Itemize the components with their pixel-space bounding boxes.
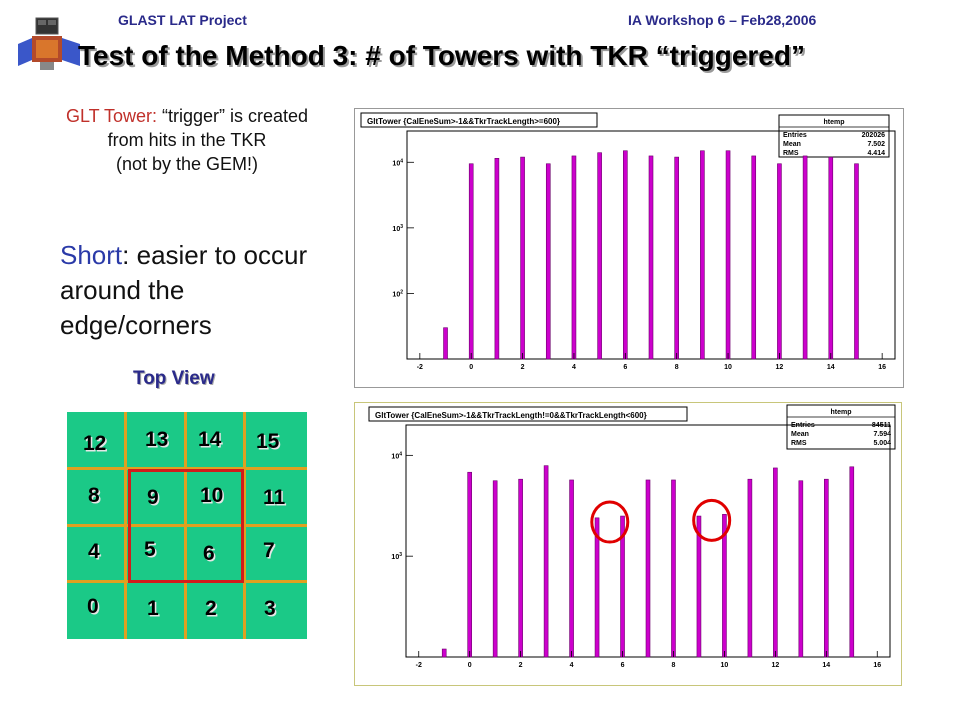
- tower-1: 1: [147, 597, 159, 620]
- short-label: Short: [60, 240, 123, 270]
- histogram-bar: [649, 156, 653, 359]
- histogram-bar: [468, 472, 472, 657]
- x-tick-label: 4: [569, 662, 574, 669]
- x-tick-label: 0: [467, 662, 472, 669]
- histogram-bar: [675, 157, 679, 359]
- stats-row-value: 84511: [871, 422, 891, 429]
- tower-13: 13: [145, 428, 169, 451]
- x-tick-label: 2: [520, 364, 525, 371]
- tower-15: 15: [256, 430, 280, 453]
- x-tick-label: -2: [416, 364, 423, 371]
- histogram-bar: [824, 479, 828, 657]
- stats-row-label: RMS: [783, 150, 799, 157]
- histogram-bar: [777, 164, 781, 359]
- histogram-bar: [850, 467, 854, 657]
- y-tick-label: $10^4$: [391, 451, 402, 461]
- y-tick-label: $10^2$: [392, 289, 403, 299]
- x-tick-label: 6: [623, 364, 628, 371]
- y-tick-label: $10^3$: [392, 223, 403, 233]
- histogram-bar: [572, 156, 576, 359]
- stats-row-label: Mean: [791, 431, 809, 438]
- histogram-bar: [469, 164, 473, 359]
- histogram-bar: [521, 157, 525, 359]
- tower-5: 5: [144, 538, 156, 561]
- tower-6: 6: [203, 542, 215, 565]
- x-tick-label: 8: [671, 662, 676, 669]
- x-tick-label: 12: [775, 364, 784, 371]
- histogram-long-tracks: [354, 108, 904, 388]
- histogram-bar: [671, 480, 675, 657]
- x-tick-label: 6: [620, 662, 625, 669]
- tower-2: 2: [205, 597, 217, 620]
- tower-7: 7: [263, 539, 275, 562]
- y-tick-label: $10^3$: [391, 552, 402, 562]
- histogram-bar: [773, 468, 777, 657]
- histogram-bar: [493, 481, 497, 657]
- histogram-bar: [829, 157, 833, 359]
- histogram-bar: [598, 153, 602, 359]
- header-workshop: IA Workshop 6 – Feb28,2006: [628, 12, 817, 28]
- x-tick-label: 4: [571, 364, 576, 371]
- stats-row-label: RMS: [791, 440, 807, 447]
- x-tick-label: 10: [720, 662, 729, 669]
- stats-row-value: 202026: [861, 132, 885, 139]
- tower-3: 3: [264, 597, 276, 620]
- x-tick-label: -2: [415, 662, 422, 669]
- y-tick-label: $10^4$: [392, 158, 403, 168]
- glt-tower-note: [52, 104, 322, 176]
- x-tick-label: 14: [826, 364, 835, 371]
- x-tick-label: 14: [822, 662, 831, 669]
- histogram-bar: [546, 164, 550, 359]
- tower-9: 9: [147, 486, 159, 509]
- plot-title: GltTower {CalEneSum>-1&&TkrTrackLength!=0&&TkrTrackLength<600}: [375, 411, 647, 420]
- x-tick-label: 8: [674, 364, 679, 371]
- stats-name: htemp: [823, 119, 845, 126]
- tower-8: 8: [88, 484, 100, 507]
- x-tick-label: 10: [724, 364, 732, 371]
- histogram-bar: [442, 649, 446, 657]
- histogram-bar: [623, 151, 627, 359]
- tower-0: 0: [87, 595, 99, 618]
- histogram-bar: [544, 466, 548, 657]
- glt-tower-description: “trigger” is created from hits in the TKR: [107, 106, 309, 150]
- histogram-bar: [854, 164, 858, 359]
- x-tick-label: 2: [518, 662, 523, 669]
- stats-row-label: Entries: [783, 132, 807, 139]
- top-view-label: Top View: [133, 368, 215, 389]
- stats-row-label: Mean: [783, 141, 801, 148]
- glt-tower-label: GLT Tower:: [65, 106, 157, 126]
- tower-4: 4: [88, 540, 100, 563]
- x-tick-label: 0: [469, 364, 474, 371]
- histogram-bar: [444, 328, 448, 359]
- histogram-bar: [799, 481, 803, 657]
- glast-satellite-logo: [14, 14, 86, 87]
- short-description: : easier to occur around the edge/corners: [60, 240, 308, 340]
- histogram-short-tracks: [354, 402, 902, 686]
- tower-11: 11: [263, 486, 286, 509]
- histogram-bar: [803, 156, 807, 359]
- stats-row-value: 7.594: [873, 431, 891, 438]
- stats-row-value: 7.502: [867, 141, 885, 148]
- histogram-bar: [700, 151, 704, 359]
- x-tick-label: 16: [878, 364, 887, 371]
- short-track-note: [60, 238, 330, 343]
- plot-title: GltTower {CalEneSum>-1&&TkrTrackLength>=600}: [367, 117, 561, 126]
- histogram-bar: [519, 479, 523, 657]
- histogram-bar: [570, 480, 574, 657]
- stats-row-label: Entries: [791, 422, 815, 429]
- histogram-bar: [726, 151, 730, 359]
- x-tick-label: 12: [771, 662, 780, 669]
- header-project: GLAST LAT Project: [118, 12, 247, 28]
- slide-title: Test of the Method 3: # of Towers with TKR “triggered”: [78, 40, 805, 71]
- histogram-bar: [752, 156, 756, 359]
- histogram-bar: [748, 479, 752, 657]
- glt-tower-note-gem: (not by the GEM!): [115, 154, 259, 174]
- histogram-bar: [646, 480, 650, 657]
- tower-14: 14: [198, 428, 222, 451]
- histogram-bar: [495, 158, 499, 359]
- tower-10: 10: [200, 484, 224, 507]
- tower-12: 12: [83, 432, 107, 455]
- inner-towers-highlight: [128, 469, 244, 583]
- stats-row-value: 5.004: [873, 440, 891, 447]
- stats-name: htemp: [830, 409, 852, 416]
- x-tick-label: 16: [873, 662, 882, 669]
- stats-row-value: 4.414: [867, 150, 885, 157]
